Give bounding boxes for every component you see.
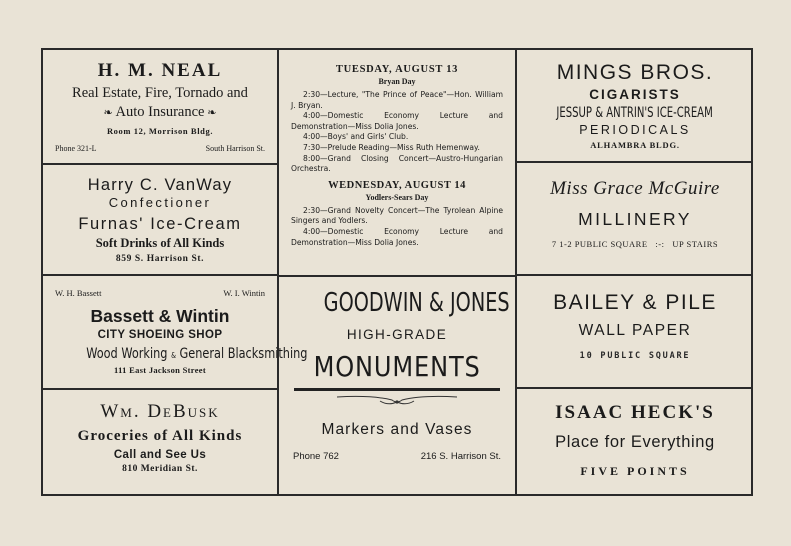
neal-footer: [55, 144, 265, 153]
goodwin-footer: [291, 451, 503, 462]
ad-mcguire: [517, 163, 753, 274]
goodwin-name: GOODWIN & JONES: [323, 288, 510, 318]
ad-bassett: [43, 276, 308, 388]
bassett-owner-1: W. H. Bassett: [55, 288, 102, 298]
debusk-address: 810 Meridian St.: [122, 464, 198, 474]
bassett-shop: CITY SHOEING SHOP: [97, 329, 223, 341]
goodwin-grade: HIGH-GRADE: [346, 327, 448, 342]
neal-name: H. M. NEAL: [97, 60, 223, 81]
day1-item: 8:00—Grand Closing Concert—Austro-Hungarian Orchestra.: [291, 153, 503, 174]
goodwin-product: MONUMENTS: [313, 350, 481, 383]
goodwin-product2: Markers and Vases: [321, 421, 473, 438]
bassett-trades: [55, 345, 308, 364]
goodwin-phone: Phone 762: [293, 451, 339, 462]
mings-name: MINGS BROS.: [556, 61, 714, 84]
neal-line2-row: [55, 103, 265, 122]
day2-item: 2:30—Grand Novelty Concert—The Tyrolean Alpine Singers and Yodlers.: [291, 205, 503, 226]
vanway-address: 859 S. Harrison St.: [115, 254, 205, 264]
heavy-rule: [294, 388, 500, 391]
mings-cream: JESSUP & ANTRIN'S ICE-CREAM: [556, 105, 714, 121]
bailey-address: 10 PUBLIC SQUARE: [579, 351, 691, 361]
mings-trade: CIGARISTS: [589, 87, 681, 102]
ad-vanway: [43, 165, 277, 274]
vanway-name: Harry C. VanWay: [87, 176, 233, 194]
neal-phone: Phone 321-L: [55, 144, 97, 153]
mcguire-address: 7 1-2 PUBLIC SQUARE: [551, 239, 648, 249]
ad-bailey: [517, 276, 753, 387]
ad-heck: [517, 389, 753, 496]
day1-item: 7:30—Prelude Reading—Miss Ruth Hemenway.: [303, 142, 480, 152]
mcguire-stairs: UP STAIRS: [672, 239, 719, 249]
debusk-name: Wm. DeBusk: [100, 401, 220, 422]
debusk-line2: Call and See Us: [113, 449, 207, 461]
bassett-trade-a: Wood Working: [86, 346, 168, 362]
day1-title: TUESDAY, AUGUST 13: [335, 64, 459, 75]
heck-name: ISAAC HECK'S: [555, 402, 715, 423]
ad-goodwin: [279, 277, 515, 496]
bailey-name: BAILEY & PILE: [553, 291, 717, 314]
bassett-name: Bassett & Wintin: [90, 306, 230, 326]
day2-subtitle: Yodlers-Sears Day: [365, 192, 429, 202]
day1-item: 4:00—Domestic Economy Lecture and Demonstration—Miss Dolia Jones.: [291, 111, 503, 131]
bassett-address: 111 East Jackson Street: [114, 365, 206, 375]
day2-item: 4:00—Domestic Economy Lecture and Demonstration—Miss Dolia Jones.: [291, 226, 503, 247]
heck-slogan: Place for Everything: [555, 433, 715, 451]
bassett-owners: [55, 288, 265, 298]
day1-item: 4:00—Boys' and Girls' Club.: [303, 132, 409, 142]
flourish-ornament-icon: [332, 393, 462, 407]
vanway-trade: Confectioner: [108, 195, 212, 210]
leaf-ornament-icon: ❧: [103, 107, 116, 119]
neal-address: Room 12, Morrison Bldg.: [106, 126, 214, 136]
ad-neal: [43, 50, 277, 163]
mings-bldg: ALHAMBRA BLDG.: [590, 140, 680, 150]
chautauqua-program: [279, 50, 515, 275]
mcguire-name: Miss Grace McGuire: [550, 178, 720, 199]
ad-debusk: [43, 390, 277, 496]
vanway-drinks: Soft Drinks of All Kinds: [95, 236, 225, 250]
goodwin-address: 216 S. Harrison St.: [420, 451, 501, 462]
bailey-trade: WALL PAPER: [578, 322, 692, 339]
neal-line2: Auto Insurance: [115, 104, 205, 120]
neal-line1: Real Estate, Fire, Tornado and: [72, 85, 248, 101]
bassett-trade-b: General Blacksmithing: [179, 346, 308, 362]
day1-item: 2:30—Lecture, "The Prince of Peace"—Hon. William J. Bryan.: [291, 90, 503, 110]
mings-periodicals: PERIODICALS: [579, 123, 691, 137]
day2-title: WEDNESDAY, AUGUST 14: [328, 179, 466, 191]
mcguire-sep: :-:: [655, 239, 665, 249]
day1-subtitle: Bryan Day: [378, 77, 416, 86]
ad-grid: [41, 48, 753, 496]
vanway-brand: Furnas' Ice-Cream: [78, 215, 242, 233]
heck-location: FIVE POINTS: [580, 464, 690, 478]
debusk-line1: Groceries of All Kinds: [77, 428, 243, 444]
leaf-ornament-icon: ❧: [204, 107, 217, 119]
ad-mings: [517, 50, 753, 161]
neal-street: South Harrison St.: [205, 144, 265, 153]
mcguire-trade: MILLINERY: [578, 209, 692, 229]
bassett-trade-amp: &: [171, 351, 176, 360]
mcguire-footer: [523, 239, 747, 249]
bassett-owner-2: W. I. Wintin: [223, 288, 265, 298]
